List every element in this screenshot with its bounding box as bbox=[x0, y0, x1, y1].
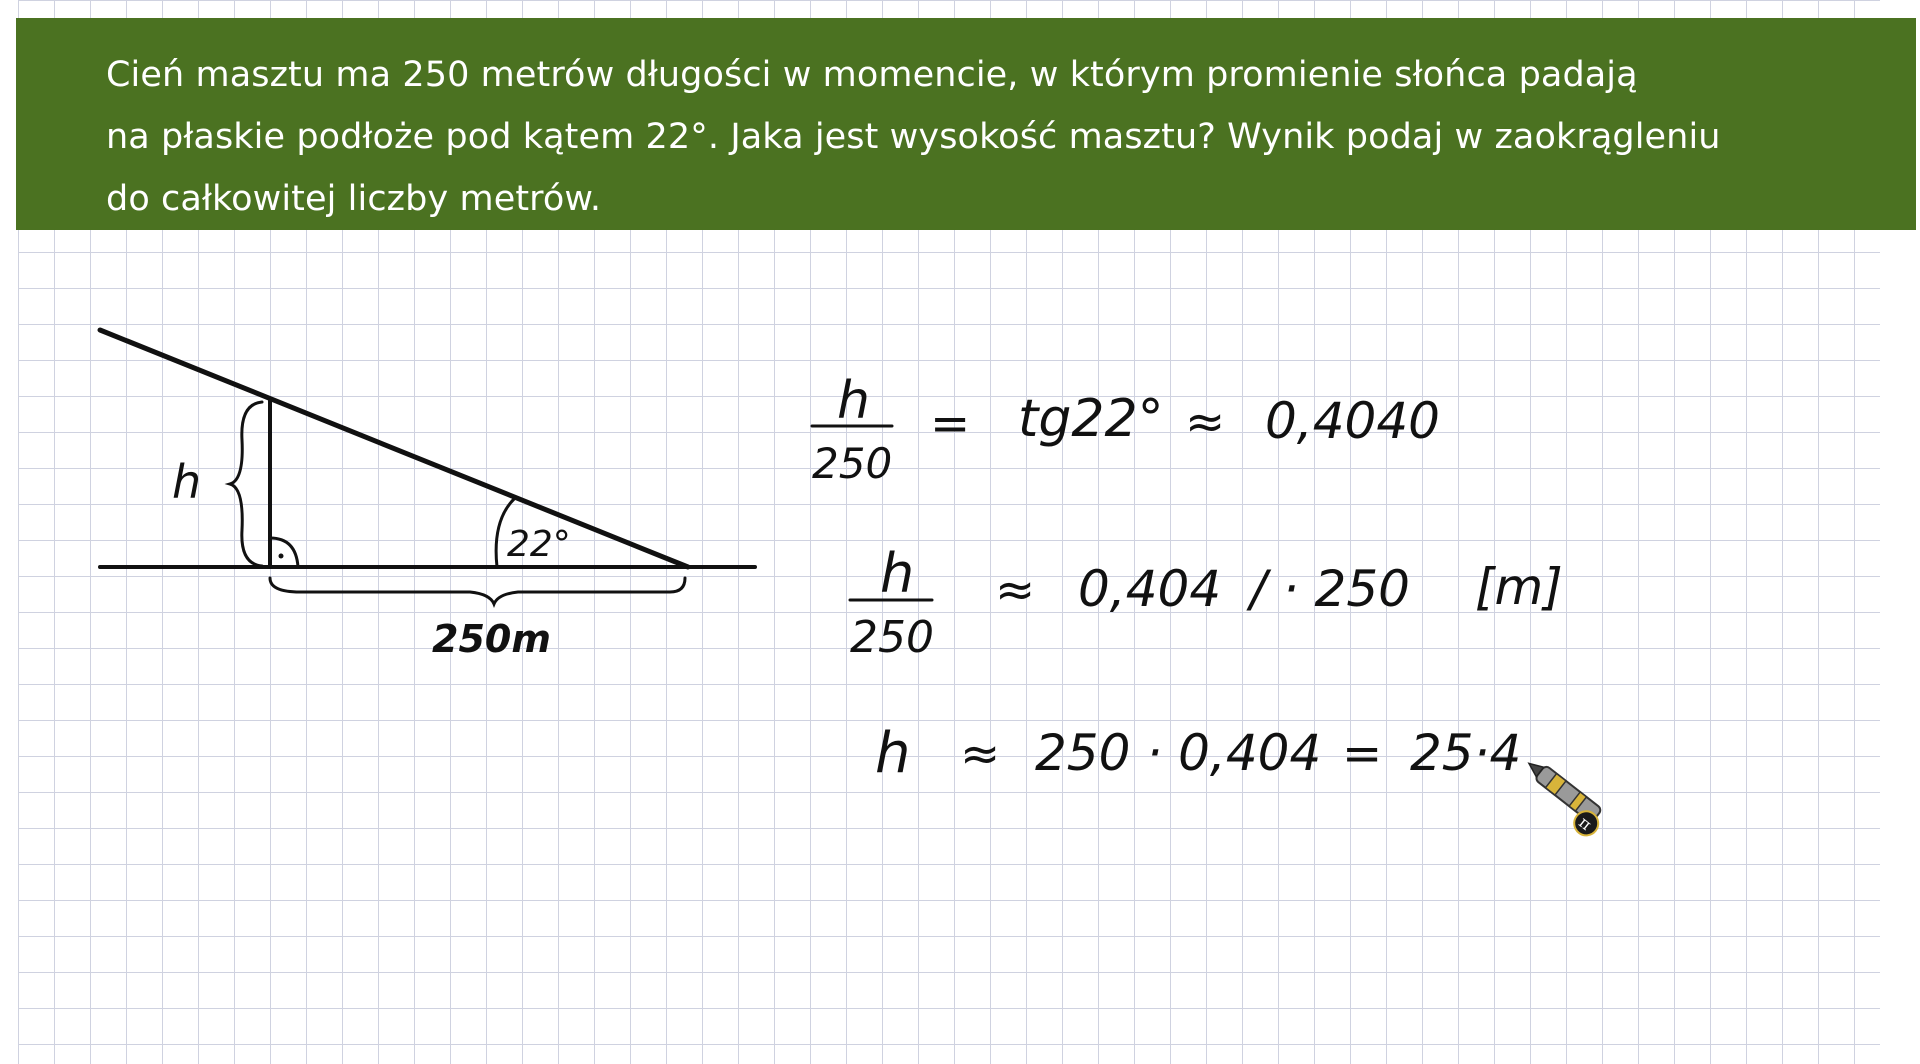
angle-label: 22° bbox=[507, 524, 571, 565]
solution-line-1 bbox=[812, 371, 1440, 488]
right-angle-dot bbox=[279, 554, 284, 559]
line3-expression: 250 · 0,404 bbox=[1035, 724, 1322, 782]
right-angle-mark bbox=[270, 538, 298, 567]
line3-result: 25·4 bbox=[1410, 724, 1522, 782]
line2-approx: ≈ bbox=[995, 562, 1036, 618]
solution-line-2 bbox=[850, 542, 1563, 663]
line1-numerator: h bbox=[837, 371, 870, 431]
line3-lhs: h bbox=[875, 721, 911, 786]
height-brace bbox=[230, 402, 262, 566]
line2-unit: [m] bbox=[1475, 558, 1563, 616]
line1-equals: = bbox=[930, 396, 971, 452]
problem-text: Cień masztu ma 250 metrów długości w momencie, w którym promienie słońca padają na płaskie podłoże pod kątem 22°. Jaka jest wysokość masztu? Wynik podaj w zaokrągleniu do całkowitej liczby metrów. bbox=[106, 55, 1721, 219]
line1-value: 0,4040 bbox=[1265, 392, 1440, 450]
line3-approx: ≈ bbox=[960, 726, 1001, 782]
sun-ray-line bbox=[100, 330, 688, 567]
line1-denominator: 250 bbox=[812, 439, 893, 488]
line2-operation: / · 250 bbox=[1250, 560, 1410, 618]
solution-line-3 bbox=[875, 721, 1521, 786]
line2-denominator: 250 bbox=[850, 612, 934, 663]
height-label: h bbox=[172, 455, 202, 509]
line3-equals: = bbox=[1342, 726, 1383, 782]
line1-function: tg22° bbox=[1018, 389, 1164, 449]
line2-numerator: h bbox=[880, 542, 915, 605]
pen-cursor-icon bbox=[1514, 756, 1608, 840]
base-brace bbox=[270, 578, 685, 604]
svg-text:π: π bbox=[1575, 812, 1596, 834]
line1-approx: ≈ bbox=[1185, 394, 1226, 450]
line2-value: 0,404 bbox=[1078, 560, 1222, 618]
base-label: 250m bbox=[432, 617, 551, 661]
